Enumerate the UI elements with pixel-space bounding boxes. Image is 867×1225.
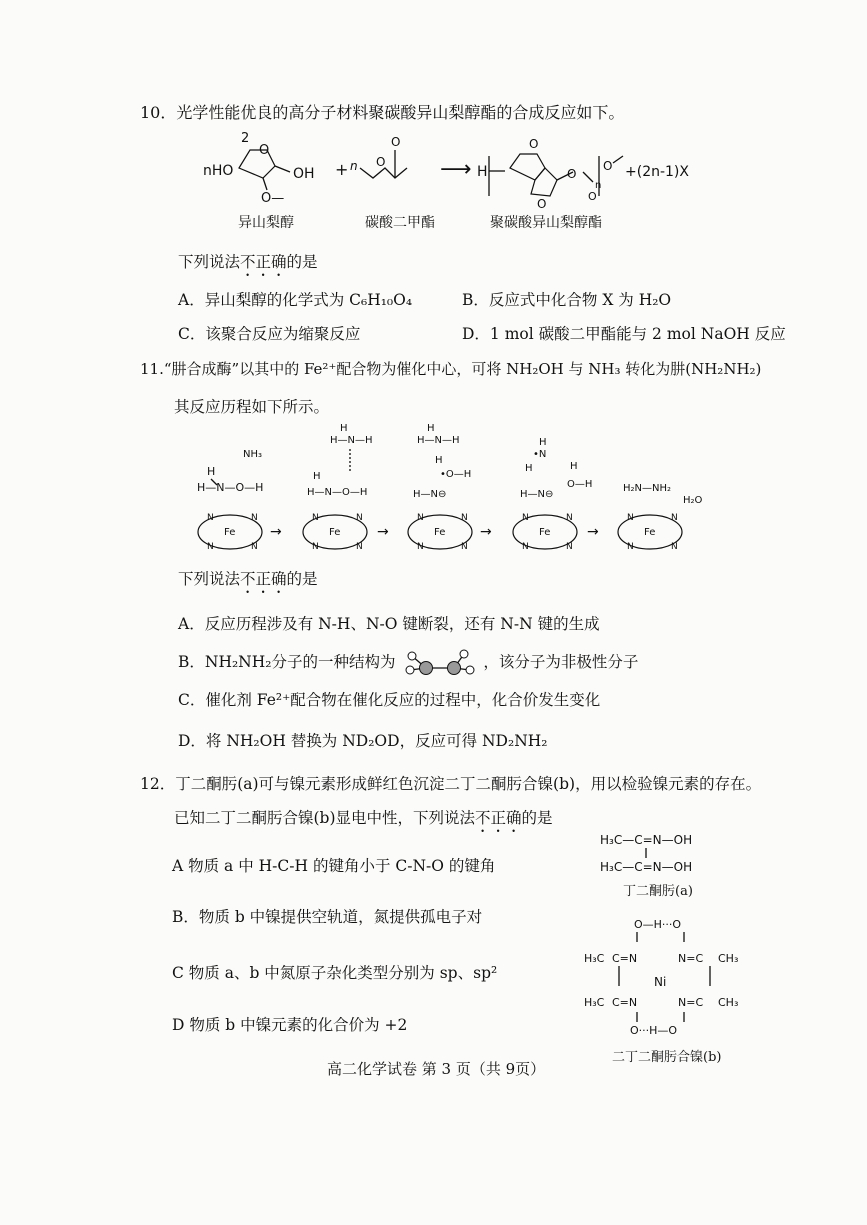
q10-tail: +(2n-1)X [625, 164, 689, 180]
q12-option-c: C 物质 a、b 中氮原子杂化类型分别为 sp、sp² [172, 964, 498, 982]
svg-text:N: N [417, 542, 424, 552]
svg-text:CH₃: CH₃ [718, 952, 739, 965]
svg-text:N: N [356, 513, 363, 523]
q10-option-a: A．异山梨醇的化学式为 C₆H₁₀O₄ [178, 291, 413, 309]
svg-text:H₂O: H₂O [683, 495, 703, 506]
q10-prompt: 下列说法不正确的是 [178, 253, 318, 271]
q10-stem: 10．光学性能优良的高分子材料聚碳酸异山梨醇酯的合成反应如下。 [140, 103, 625, 122]
svg-text:O: O [567, 167, 577, 181]
svg-text:H—N⊖: H—N⊖ [520, 489, 554, 500]
q10-option-b: B．反应式中化合物 X 为 H₂O [462, 291, 672, 309]
q12-option-a: A 物质 a 中 H-C-H 的键角小于 C-N-O 的键角 [172, 857, 496, 875]
svg-text:O···H—O: O···H—O [630, 1024, 678, 1037]
svg-text:O: O [391, 135, 401, 149]
svg-text:O: O [537, 197, 547, 211]
svg-text:O—H···O: O—H···O [634, 918, 682, 931]
q12-stem-line1: 12．丁二酮肟(a)可与镍元素形成鲜红色沉淀二丁二酮肟合镍(b)，用以检验镍元素的存在。 [140, 775, 762, 793]
q11-mechanism-diagram [195, 425, 715, 565]
svg-text:H: H [525, 463, 533, 474]
q12-option-b: B．物质 b 中镍提供空轨道，氮提供孤电子对 [172, 908, 483, 926]
q10-left-prefix: nHO [203, 163, 234, 179]
svg-text:O: O [588, 190, 597, 203]
svg-text:N: N [627, 542, 634, 552]
svg-text:N: N [251, 542, 258, 552]
q11-option-d: D．将 NH₂OH 替换为 ND₂OD，反应可得 ND₂NH₂ [178, 732, 548, 750]
svg-text:H—N⊖: H—N⊖ [413, 489, 447, 500]
svg-text:NH₃: NH₃ [243, 449, 263, 460]
q11-option-c: C．催化剂 Fe²⁺配合物在催化反应的过程中，化合价发生变化 [178, 691, 601, 709]
svg-text:N: N [461, 542, 468, 552]
svg-text:H₂N—NH₂: H₂N—NH₂ [623, 483, 672, 494]
svg-text:H: H [427, 423, 435, 434]
svg-text:N: N [566, 513, 573, 523]
svg-text:H—N—O—H: H—N—O—H [197, 481, 264, 494]
svg-text:O—H: O—H [567, 479, 593, 490]
svg-text:N: N [251, 513, 258, 523]
svg-text:N: N [671, 542, 678, 552]
svg-text:H₃C: H₃C [584, 996, 605, 1009]
dimethylglyoxime-structure [598, 826, 718, 876]
q10-name-dmc: 碳酸二甲酯 [365, 215, 435, 231]
q12-label-a: 丁二酮肟(a) [623, 884, 693, 899]
nickel-dimethylglyoximate-structure [582, 916, 752, 1036]
svg-text:O: O [376, 155, 386, 169]
svg-text:•O—H: •O—H [440, 469, 472, 480]
svg-text:→: → [587, 524, 599, 540]
svg-text:H: H [435, 455, 443, 466]
svg-text:H: H [570, 461, 578, 472]
svg-text:N: N [312, 542, 319, 552]
svg-text:C=N: C=N [612, 996, 638, 1009]
svg-text:H: H [539, 437, 547, 448]
svg-text:Fe: Fe [224, 527, 236, 538]
svg-text:→: → [270, 524, 282, 540]
svg-text:H—N—H: H—N—H [417, 435, 460, 446]
q10-option-d: D．1 mol 碳酸二甲酯能与 2 mol NaOH 反应 [462, 325, 786, 343]
svg-text:Fe: Fe [434, 527, 446, 538]
svg-text:2: 2 [241, 131, 250, 146]
q11-option-b: B．NH₂NH₂分子的一种结构为 ，该分子为非极性分子 [178, 648, 638, 678]
svg-text:N=C: N=C [678, 996, 704, 1009]
svg-text:H—N—H: H—N—H [330, 435, 373, 446]
svg-text:Fe: Fe [644, 527, 656, 538]
svg-text:O: O [259, 143, 270, 158]
svg-text:H—N—O—H: H—N—O—H [307, 487, 368, 498]
svg-text:N: N [312, 513, 319, 523]
q10-name-polymer: 聚碳酸异山梨醇酯 [490, 215, 602, 231]
svg-text:H₃C: H₃C [584, 952, 605, 965]
q10-option-c: C．该聚合反应为缩聚反应 [178, 325, 361, 343]
svg-text:N: N [522, 542, 529, 552]
svg-text:H: H [207, 465, 216, 478]
svg-text:Fe: Fe [539, 527, 551, 538]
q11-stem-line2: 其反应历程如下所示。 [174, 398, 330, 416]
svg-text:N: N [207, 513, 214, 523]
svg-text:N: N [356, 542, 363, 552]
q10-h: H [477, 164, 488, 180]
svg-text:H: H [313, 471, 321, 482]
svg-text:CH₃: CH₃ [718, 996, 739, 1009]
svg-text:N: N [417, 513, 424, 523]
svg-text:n: n [595, 180, 602, 191]
svg-text:N: N [461, 513, 468, 523]
svg-text:→: → [377, 524, 389, 540]
q12-option-d: D 物质 b 中镍元素的化合价为 +2 [172, 1016, 408, 1034]
svg-text:Ni: Ni [654, 975, 667, 989]
svg-text:H₃C—C=N—OH: H₃C—C=N—OH [600, 860, 693, 874]
svg-text:N: N [207, 542, 214, 552]
svg-text:N: N [671, 513, 678, 523]
q12-label-b: 二丁二酮肟合镍(b) [612, 1050, 722, 1065]
q10-name-isosorbide: 异山梨醇 [238, 215, 294, 231]
q12-stem-line2: 已知二丁二酮肟合镍(b)显电中性，下列说法不正确的是 [174, 809, 553, 827]
svg-text:N: N [627, 513, 634, 523]
q10-n: n [350, 159, 358, 173]
page-footer: 高二化学试卷 第 3 页（共 9页） [327, 1060, 546, 1078]
svg-text:→: → [480, 524, 492, 540]
svg-text:H₃C—C=N—OH: H₃C—C=N—OH [600, 833, 693, 847]
svg-text:N: N [566, 542, 573, 552]
q10-plus: + [335, 160, 349, 179]
q10-arrow: ⟶ [440, 157, 472, 182]
svg-text:Fe: Fe [329, 527, 341, 538]
hydrazine-ball-stick-icon [400, 648, 478, 678]
svg-text:O—: O— [261, 191, 285, 206]
svg-text:O: O [603, 159, 613, 173]
svg-text:N: N [522, 513, 529, 523]
q10-left-oh: OH [293, 166, 315, 182]
q11-option-a: A．反应历程涉及有 N-H、N-O 键断裂，还有 N-N 键的生成 [178, 615, 600, 633]
svg-text:C=N: C=N [612, 952, 638, 965]
q11-stem-line1: 11.“肼合成酶”以其中的 Fe²⁺配合物为催化中心，可将 NH₂OH 与 NH₃ 转化为肼(NH₂NH₂) [140, 360, 762, 378]
svg-text:H: H [340, 423, 348, 434]
q11-prompt: 下列说法不正确的是 [178, 570, 318, 588]
q10-reaction-scheme [195, 128, 755, 211]
svg-text:N=C: N=C [678, 952, 704, 965]
svg-text:•N: •N [533, 449, 547, 460]
svg-text:O: O [529, 137, 539, 151]
